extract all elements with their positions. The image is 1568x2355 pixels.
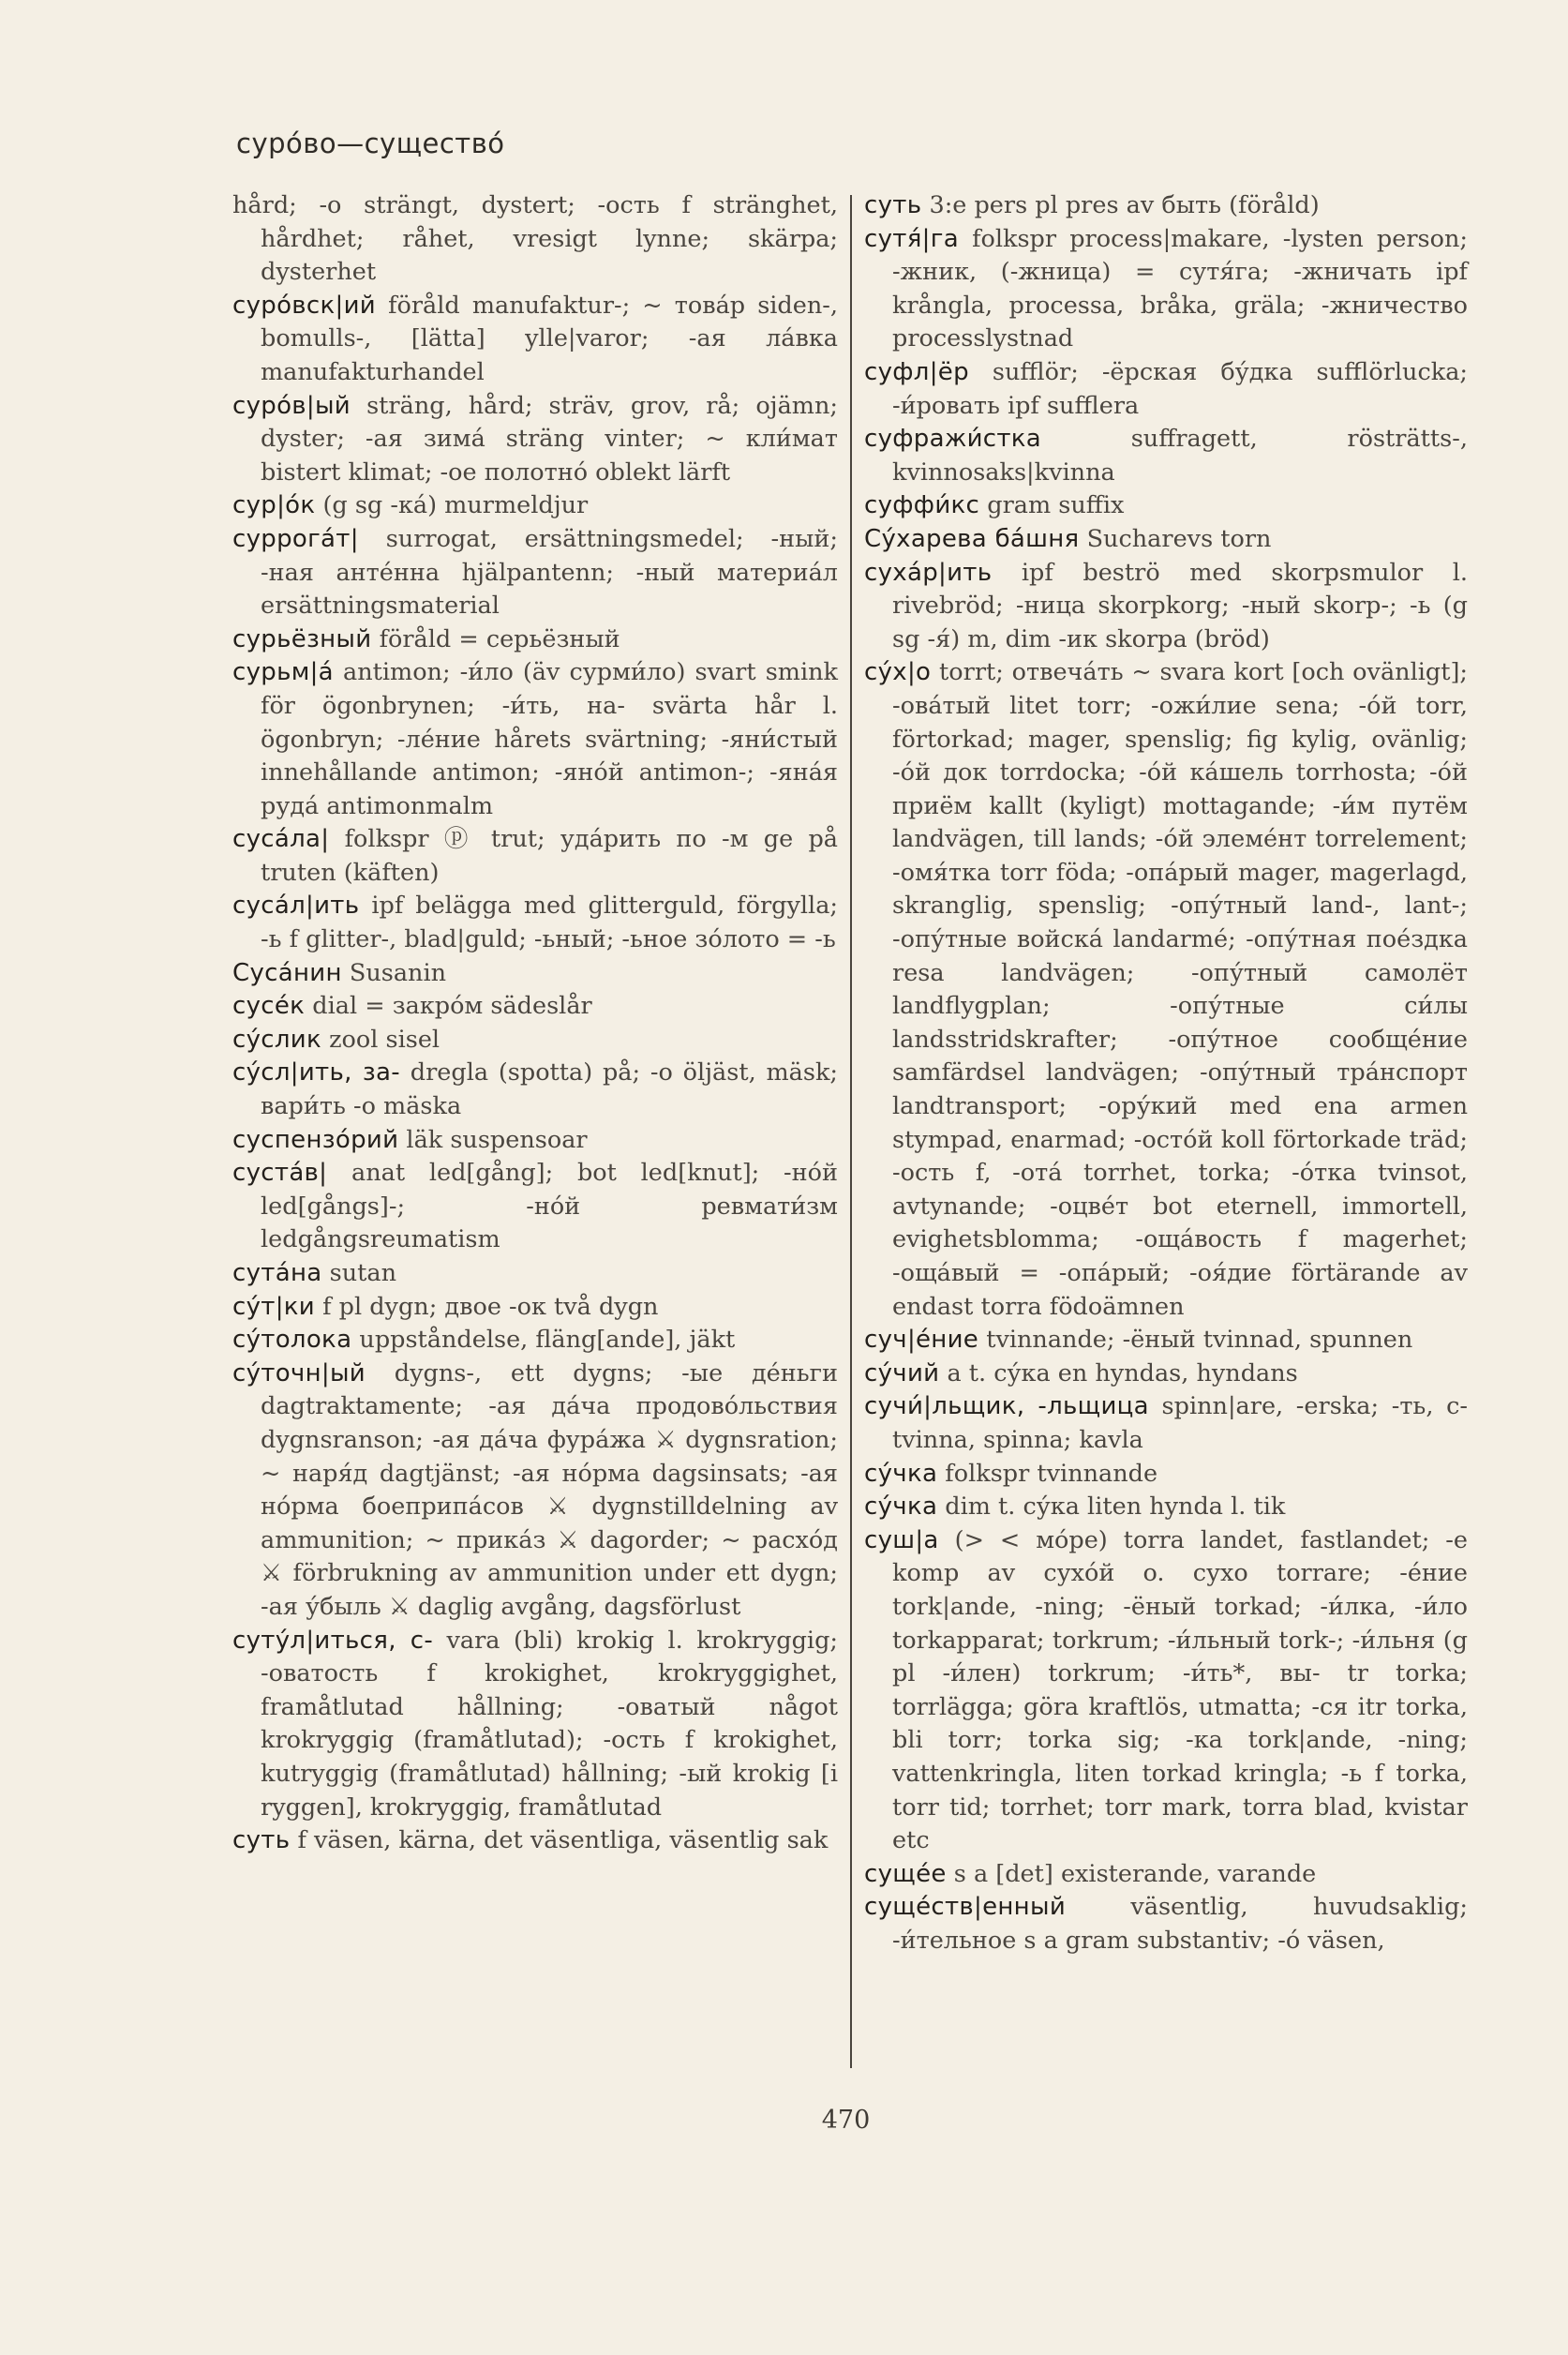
- entry-definition: vara (bli) krokig l. krokryggig; -оватость f krokighet, krokryggighet, framåtlutad hållning; -оватый något krokryggig (framåtlutad); -ость f krokighet, kutryggig (framåtlutad) hållning; -ый krokig [i ryggen], krokryggig, framåtlutad: [261, 1626, 838, 1822]
- entry-headword: суффи́кс: [864, 491, 980, 520]
- dictionary-entry: [232, 189, 838, 290]
- entry-headword: су́чка: [864, 1459, 938, 1488]
- entry-definition: torrt; отвеча́ть ~ svara kort [och ovänligt]; -ова́тый litet torr; -ожи́лие sena; -о́й torr, förtorkad; mager, spenslig; fig kylig, ovänlig; -о́й док torrdocka; -о́й ка́шель torrhosta; -о́й приём kallt (kyligt) mottagande; -и́м путём landvägen, till lands; -о́й элеме́нт torrelement; -омя́тка torr föda; -опа́рый mager, magerlagd, skranglig, spenslig; -опу́тный land-, lant-; -опу́тные войска́ landarmé; -опу́тная пое́здка resa landvägen; -опу́тный самолёт landflygplan; -опу́тные си́лы landsstridskrafter; -опу́тное сообще́ние samfärdsel landvägen; -опу́тный тра́нспорт landtransport; -ору́кий med ena armen stympad, enarmad; -осто́й koll förtorkade träd; -ость f, -ота́ torrhet, torka; -о́тка tvinsot, avtynande; -оцве́т bot eternell, immortell, evighetsblomma; -оща́вость f magerhet; -оща́вый = -опа́рый; -оя́дие förtärande av endast torra födoämnen: [892, 658, 1468, 1321]
- dictionary-entry: [232, 957, 838, 991]
- dictionary-entry: [864, 189, 1468, 223]
- dictionary-entry: [232, 1057, 838, 1123]
- dictionary-entry: [864, 1524, 1468, 1858]
- entry-definition: (g sg -ка́) murmeldjur: [315, 491, 589, 520]
- entry-definition: a t. су́ка en hyndas, hyndans: [939, 1358, 1298, 1388]
- entry-headword: су́сл|ить, за-: [232, 1058, 400, 1088]
- dictionary-entry: [232, 890, 838, 956]
- entry-headword: су́т|ки: [232, 1292, 315, 1321]
- entry-headword: суть: [864, 191, 922, 219]
- dictionary-entry: [232, 1024, 838, 1058]
- entry-headword: Суса́нин: [232, 958, 342, 987]
- entry-definition: zool sisel: [321, 1025, 441, 1054]
- dictionary-entry: [864, 423, 1468, 489]
- entry-headword: суста́в|: [232, 1159, 328, 1188]
- entry-headword: су́х|о: [864, 658, 932, 687]
- entry-definition: väsentlig, huvudsaklig; -и́тельное s a gram substantiv; -о́ väsen,: [892, 1893, 1468, 1955]
- entry-definition: sutan: [321, 1259, 396, 1287]
- dictionary-entry: [232, 390, 838, 490]
- running-head: суро́во—существо́: [236, 128, 505, 159]
- dictionary-entry: [864, 523, 1468, 557]
- entry-headword: сур|о́к: [232, 491, 316, 520]
- entry-headword: суще́е: [864, 1859, 947, 1888]
- entry-headword: суту́л|иться, с-: [232, 1626, 433, 1655]
- entry-definition: antimon; -и́ло (äv сурми́ло) svart smink för ögonbrynen; -и́ть, на- svärta hår l. ögonbryn; -ле́ние hårets svärtning; -яни́стый innehållande antimon; -яно́й antimon-; -яна́я руда́ antimonmalm: [261, 658, 838, 820]
- entry-headword: суш|а: [864, 1525, 939, 1554]
- entry-headword: суха́р|ить: [864, 558, 993, 587]
- entry-headword: суро́в|ый: [232, 391, 351, 420]
- entry-headword: суч|е́ние: [864, 1326, 979, 1355]
- dictionary-entry: [864, 1891, 1468, 1958]
- entry-headword: сурьёзный: [232, 624, 372, 653]
- entry-headword: суррога́т|: [232, 524, 359, 553]
- dictionary-entry: [232, 489, 838, 523]
- entry-headword: су́точн|ый: [232, 1358, 366, 1388]
- dictionary-entry: [232, 656, 838, 823]
- dictionary-entry: [232, 290, 838, 390]
- entry-definition: tvinnande; -ёный tvinnad, spunnen: [978, 1326, 1413, 1355]
- dictionary-entry: [232, 1324, 838, 1358]
- entry-definition: ipf beströ med skorpsmulor l. rivebröd; -ница skorpkorg; -ный skorp-; -ь (g sg -я́) m, dim -ик skorpa (bröd): [892, 558, 1468, 653]
- entry-definition: folkspr tvinnande: [937, 1459, 1158, 1488]
- dictionary-entry: [864, 1858, 1468, 1892]
- entry-definition: f pl dygn; двое -ок två dygn: [315, 1292, 659, 1321]
- dictionary-entry: [232, 990, 838, 1024]
- dictionary-entry: [232, 823, 838, 890]
- dictionary-entry: [232, 1824, 838, 1858]
- dictionary-entry: [864, 1458, 1468, 1492]
- entry-definition: anat led[gång]; bot led[knut]; -но́й led[gångs]-; -но́й ревмати́зм ledgångsreumatism: [261, 1159, 838, 1254]
- dictionary-entry: [864, 656, 1468, 1324]
- dictionary-entry: [232, 1625, 838, 1825]
- entry-headword: су́чий: [864, 1358, 940, 1388]
- entry-definition: 3:e pers pl pres av быть (föråld): [921, 191, 1320, 219]
- entry-headword: суфражи́стка: [864, 425, 1042, 454]
- entry-definition: dim t. су́ка liten hynda l. tik: [937, 1492, 1286, 1522]
- entry-headword: Су́харева ба́шня: [864, 524, 1080, 553]
- dictionary-entry: [232, 1291, 838, 1325]
- entry-definition: folkspr process|makare, -lysten person; -жник, (-жница) = сутя́га; -жничать ipf krångla, processa, bråka, gräla; -жничество processlystnad: [892, 224, 1468, 353]
- entry-definition: läk suspensoar: [398, 1125, 588, 1154]
- dictionary-entry: [232, 523, 838, 623]
- dictionary-entry: [232, 1358, 838, 1625]
- dictionary-entry: [232, 1257, 838, 1291]
- entry-definition: folkspr ⓟ trut; уда́рить по -м ge på truten (käften): [261, 825, 838, 887]
- dictionary-entry: [232, 623, 838, 657]
- entry-definition: Sucharevs torn: [1079, 524, 1272, 553]
- dictionary-entry: [864, 223, 1468, 356]
- dictionary-entry: [232, 1124, 838, 1158]
- dictionary-entry: [864, 1324, 1468, 1358]
- left-column: [232, 189, 838, 1858]
- entry-headword: суса́л|ить: [232, 892, 360, 921]
- entry-definition: dial = закро́м sädeslår: [305, 992, 592, 1021]
- entry-headword: суро́вск|ий: [232, 291, 376, 320]
- entry-headword: сутя́|га: [864, 224, 959, 253]
- dictionary-entry: [864, 1390, 1468, 1457]
- entry-headword: сусе́к: [232, 992, 306, 1021]
- entry-definition: dregla (spotta) på; -о öljäst, mäsk; вари́ть -о mäska: [261, 1058, 839, 1121]
- entry-definition: spinn|are, -erska; -ть, с- tvinna, spinna; kavla: [892, 1392, 1468, 1454]
- right-column: [864, 189, 1468, 1958]
- dictionary-entry: [864, 557, 1468, 657]
- entry-headword: сута́на: [232, 1259, 322, 1287]
- entry-definition: s a [det] existerande, varande: [946, 1859, 1317, 1888]
- entry-definition: ipf belägga med glitterguld, förgylla; -ь f glitter-, blad|guld; -ьный; -ьное зо́лото = -ь: [261, 892, 838, 954]
- entry-definition: uppståndelse, fläng[ande], jäkt: [351, 1326, 736, 1355]
- entry-definition: suffragett, rösträtts-, kvinnosaks|kvinna: [892, 425, 1468, 487]
- entry-definition: (> < мо́ре) torra landet, fastlandet; -е komp av сухо́й o. сухо torrare; -е́ние tork|ande, -ning; -ёный torkad; -и́лка, -и́ло torkapparat; torkrum; -и́льный tork-; -и́льня (g pl -и́лен) torkrum; -и́ть*, вы- tr torka; torrlägga; göra kraftlös, utmatta; -ся itr torka, bli torr; torka sig; -ка tork|ande, -ning; vattenkringla, liten torkad kringla; -ь f torka, torr tid; torrhet; torr mark, torra blad, kvistar etc: [892, 1525, 1468, 1855]
- page-number: 470: [821, 2106, 871, 2135]
- entry-headword: су́толока: [232, 1326, 352, 1355]
- entry-headword: сучи́|льщик, -льщица: [864, 1392, 1149, 1421]
- entry-headword: суса́ла|: [232, 825, 330, 854]
- entry-definition: sufflör; -ёрская бу́дка sufflörlucka; -и́ровать ipf sufflera: [892, 357, 1468, 420]
- entry-headword: су́чка: [864, 1492, 938, 1522]
- entry-definition: dygns-, ett dygns; -ые де́ньги dagtraktamente; -ая да́ча продово́льствия dygnsranson; -ая да́ча фура́жа ⚔ dygnsration; ~ наря́д dagtjänst; -ая но́рма dagsinsats; -ая но́рма боеприпа́сов ⚔ dygnstilldelning av ammunition; ~ прика́з ⚔ dagorder; ~ расхо́д ⚔ förbrukning av ammunition under ett dygn; -ая у́быль ⚔ daglig avgång, dagsförlust: [261, 1358, 838, 1621]
- entry-definition: föråld manufaktur-; ~ това́р siden-, bomulls-, [lätta] ylle|varor; -ая ла́вка manufakturhandel: [261, 291, 838, 386]
- dictionary-entry: [864, 1358, 1468, 1391]
- dictionary-entry: [864, 356, 1468, 423]
- dictionary-entry: [864, 489, 1468, 523]
- dictionary-entry: [232, 1157, 838, 1257]
- dictionary-entry: [864, 1491, 1468, 1524]
- entry-definition: hård; -о strängt, dystert; -ость f stränghet, hårdhet; råhet, vresigt lynne; skärpa; dysterhet: [232, 191, 838, 287]
- entry-definition: surrogat, ersättningsmedel; -ный; -ная анте́нна hjälpantenn; -ный материа́л ersättningsmaterial: [261, 524, 838, 621]
- entry-headword: суще́ств|енный: [864, 1893, 1067, 1922]
- entry-definition: sträng, hård; sträv, grov, rå; ojämn; dyster; -ая зима́ sträng vinter; ~ кли́мат bistert klimat; -ое полотно́ oblekt lärft: [261, 391, 838, 487]
- entry-headword: су́слик: [232, 1025, 321, 1054]
- entry-definition: föråld = серьёзный: [371, 624, 620, 653]
- entry-definition: gram suffix: [979, 491, 1125, 520]
- entry-headword: сурьм|а́: [232, 658, 334, 687]
- column-divider: [850, 195, 852, 2068]
- entry-definition: Susanin: [341, 958, 447, 987]
- entry-headword: суть: [232, 1826, 291, 1855]
- entry-definition: f väsen, kärna, det väsentliga, väsentlig sak: [290, 1826, 829, 1855]
- entry-headword: суфл|ёр: [864, 357, 969, 386]
- entry-headword: суспензо́рий: [232, 1125, 399, 1154]
